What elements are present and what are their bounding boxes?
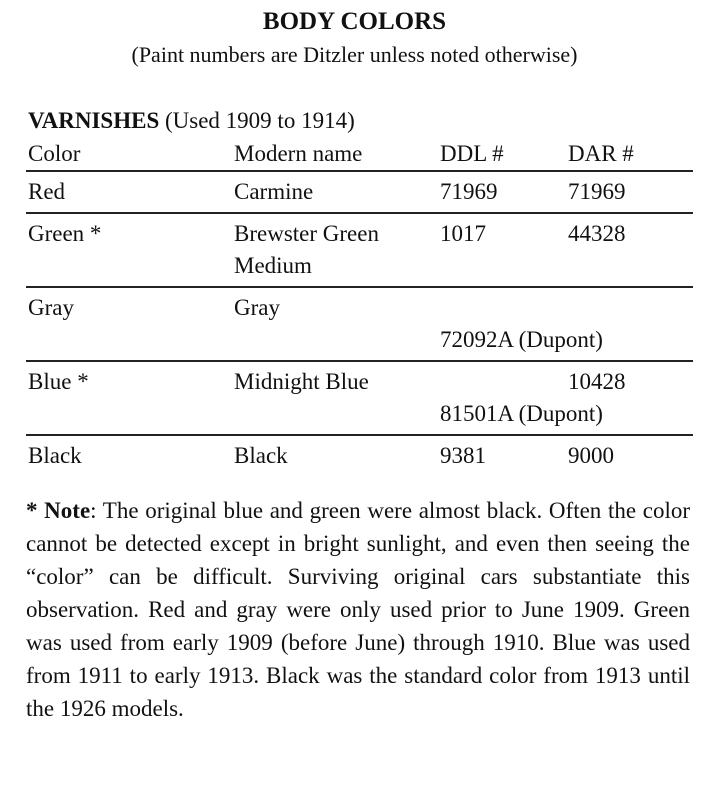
note-label: * Note	[26, 498, 91, 523]
cell-dar: 71969	[568, 179, 626, 204]
cell-dar: 44328	[568, 221, 626, 246]
cell-color: Gray	[28, 295, 74, 320]
cell-modern-name: Black	[234, 443, 288, 468]
footnote	[26, 494, 690, 725]
cell-dupont-code: 72092A (Dupont)	[440, 327, 603, 352]
cell-modern-name: Midnight Blue	[234, 369, 369, 394]
cell-color: Blue *	[28, 369, 89, 394]
cell-dupont-code: 81501A (Dupont)	[440, 401, 603, 426]
cell-dar: 10428	[568, 369, 626, 394]
header-modern-name: Modern name	[234, 141, 363, 166]
section-years: (Used 1909 to 1914)	[165, 108, 355, 133]
header-dar: DAR #	[568, 141, 634, 166]
table-row	[26, 172, 693, 214]
cell-dar: 9000	[568, 443, 614, 468]
cell-modern-name-line2: Medium	[234, 253, 312, 278]
page-subtitle: (Paint numbers are Ditzler unless noted otherwise)	[131, 42, 578, 67]
varnish-table	[26, 138, 693, 476]
note-text: : The original blue and green were almost black. Often the color cannot be detected except in bright sunlight, and even then seeing the “color” can be difficult. Surviving original cars substantiate this observation. Red and gray were only used prior to June 1909. Green was used from early 1909 (before June) through 1910. Blue was used from 1911 to early 1913. Black was the standard color from 1913 until the 1926 models.	[26, 498, 690, 721]
header-ddl: DDL #	[440, 141, 504, 166]
cell-modern-name: Brewster Green	[234, 221, 379, 246]
table-row	[26, 362, 693, 436]
table-header-row	[26, 138, 693, 172]
section-heading	[28, 106, 355, 136]
cell-color: Black	[28, 443, 82, 468]
cell-modern-name: Carmine	[234, 179, 314, 204]
cell-ddl: 9381	[440, 443, 486, 468]
section-title: VARNISHES	[28, 108, 160, 133]
page-title: BODY COLORS	[262, 8, 447, 35]
table-row	[26, 288, 693, 362]
cell-color: Green *	[28, 221, 102, 246]
header-color: Color	[28, 141, 81, 166]
cell-color: Red	[28, 179, 66, 204]
cell-modern-name: Gray	[234, 295, 280, 320]
table-row	[26, 436, 693, 476]
cell-ddl: 71969	[440, 179, 498, 204]
cell-ddl: 1017	[440, 221, 486, 246]
table-row	[26, 214, 693, 288]
